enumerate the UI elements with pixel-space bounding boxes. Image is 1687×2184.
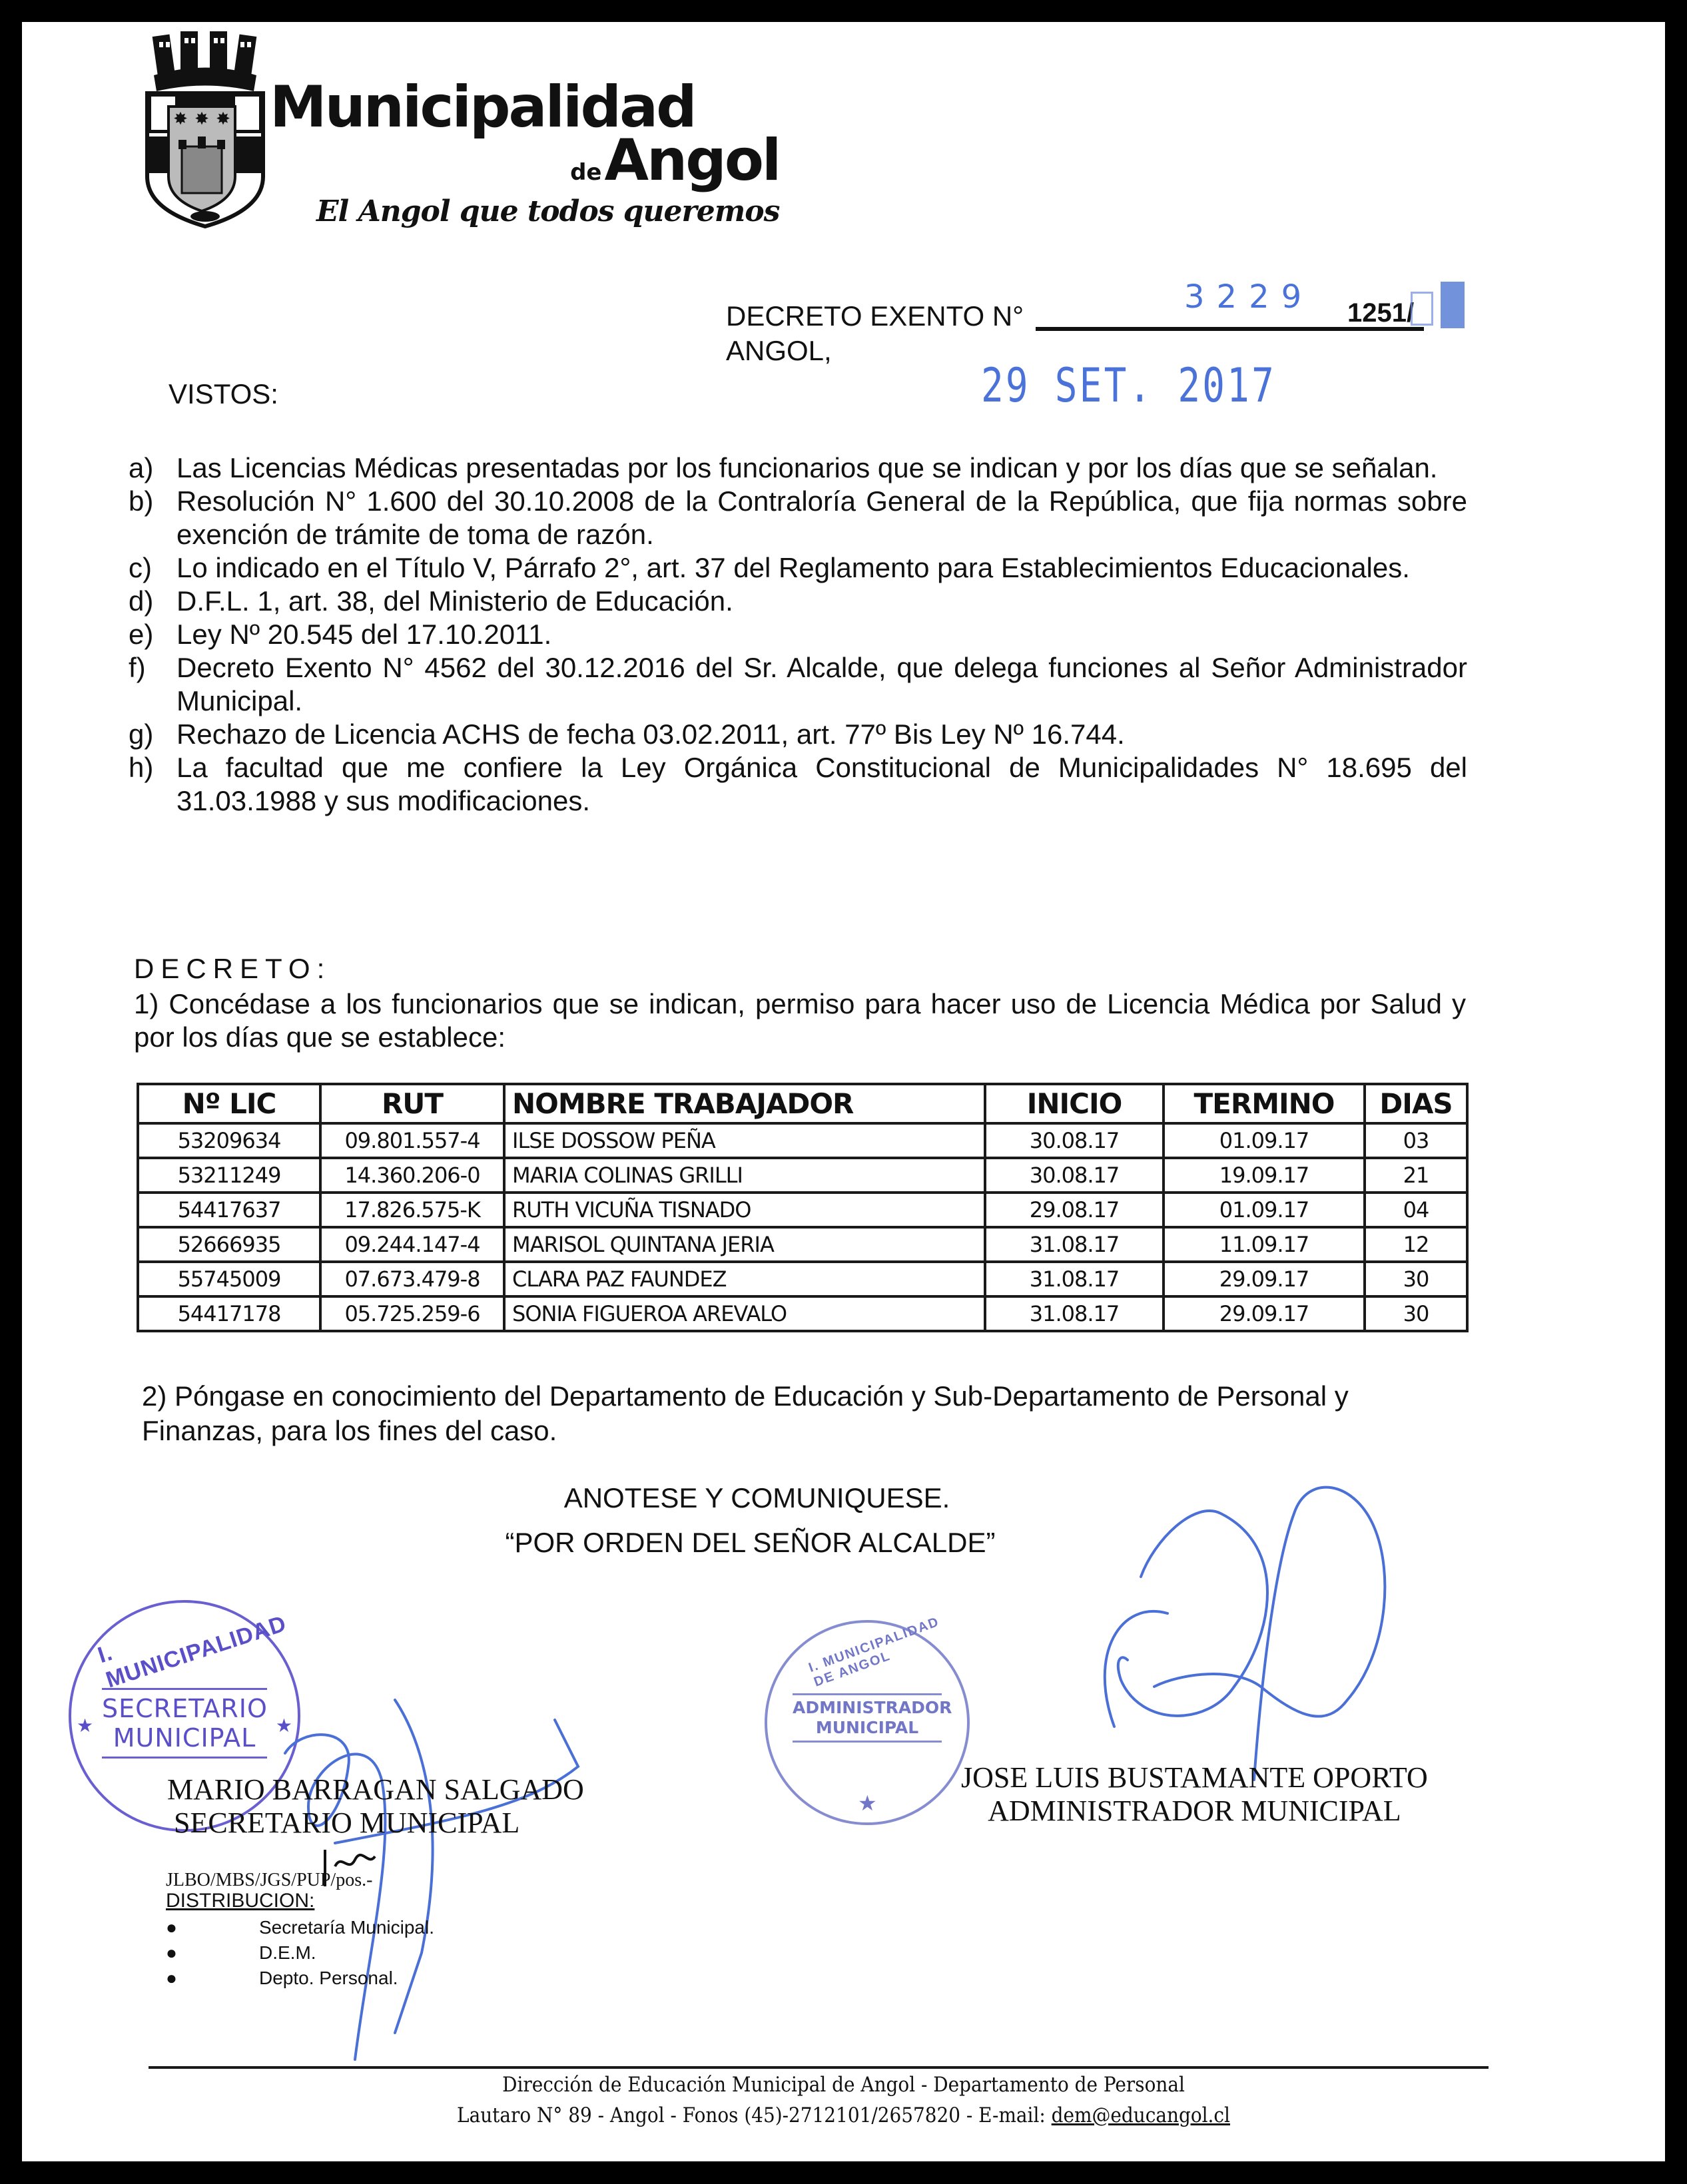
stamp-line1: ADMINISTRADOR xyxy=(793,1698,952,1717)
distribution-item xyxy=(166,1940,434,1966)
document-page xyxy=(22,22,1665,2161)
star-icon: ★ xyxy=(858,1791,877,1815)
vistos-item-label: h) xyxy=(129,752,154,783)
vistos-item-label: e) xyxy=(129,619,154,650)
footer-contact xyxy=(104,2103,1582,2127)
vistos-item-text: Rechazo de Licencia ACHS de fecha 03.02.2011, art. 77º Bis Ley Nº 16.744. xyxy=(176,718,1125,750)
svg-text:✸: ✸ xyxy=(194,109,209,129)
vistos-item-text: Decreto Exento N° 4562 del 30.12.2016 del Sr. Alcalde, que delega funciones al Señor Administrador Municipal. xyxy=(176,652,1467,716)
vistos-item-label: c) xyxy=(129,552,152,583)
vistos-item-label: f) xyxy=(129,652,146,683)
vistos-item-text: Las Licencias Médicas presentadas por los funcionarios que se indican y por los días que se señalan. xyxy=(176,452,1438,483)
cell-termino: 29.09.17 xyxy=(1164,1296,1365,1331)
cell-termino: 01.09.17 xyxy=(1164,1193,1365,1227)
signature-block-left xyxy=(167,1773,584,1840)
cell-inicio: 31.08.17 xyxy=(985,1227,1164,1262)
cell-dias: 12 xyxy=(1365,1227,1467,1262)
col-header-termino: TERMINO xyxy=(1164,1084,1365,1123)
vistos-item-text: Lo indicado en el Título V, Párrafo 2°, art. 37 del Reglamento para Establecimientos Educacionales. xyxy=(176,552,1410,583)
col-header-nlic: Nº LIC xyxy=(138,1084,320,1123)
decreto-number-suffix: 1251/ xyxy=(1347,298,1415,328)
cell-nlic: 54417637 xyxy=(138,1193,320,1227)
vistos-item-label: b) xyxy=(129,485,154,517)
signature-right xyxy=(1105,1488,1385,1780)
stamp-line1: SECRETARIO xyxy=(102,1694,268,1723)
cell-termino: 19.09.17 xyxy=(1164,1158,1365,1193)
cell-inicio: 29.08.17 xyxy=(985,1193,1164,1227)
vistos-item-text: La facultad que me confiere la Ley Orgánica Constitucional de Municipalidades N° 18.695 del 31.03.1988 y sus modificaciones. xyxy=(176,752,1467,816)
cell-nlic: 53211249 xyxy=(138,1158,320,1193)
footer-address: Lautaro N° 89 - Angol - Fonos (45)-2712101/2657820 - E-mail: xyxy=(457,2103,1046,2127)
cell-dias: 04 xyxy=(1365,1193,1467,1227)
cell-termino: 11.09.17 xyxy=(1164,1227,1365,1262)
col-header-rut: RUT xyxy=(320,1084,504,1123)
distribucion-title: DISTRIBUCION: xyxy=(166,1890,315,1912)
footer-department: Dirección de Educación Municipal de Angol - Departamento de Personal xyxy=(502,2073,1185,2097)
cell-dias: 30 xyxy=(1365,1296,1467,1331)
stamp-ring-text: I. MUNICIPALIDAD DE ANGOL xyxy=(807,1614,942,1690)
bullet-icon: ● xyxy=(166,1942,177,1963)
distribution-item xyxy=(166,1966,434,1991)
vistos-item-label: a) xyxy=(129,452,154,483)
cell-rut: 17.826.575-K xyxy=(320,1193,504,1227)
vistos-item-label: d) xyxy=(129,585,154,617)
distribution-item-text: Depto. Personal. xyxy=(259,1968,398,1988)
vistos-item-text: D.F.L. 1, art. 38, del Ministerio de Educación. xyxy=(176,585,733,617)
cell-nlic: 53209634 xyxy=(138,1123,320,1158)
decreto-point-2: 2) Póngase en conocimiento del Departamento de Educación y Sub-Departamento de Personal y Finanzas, para los fines del caso. xyxy=(142,1380,1349,1446)
cell-nombre: CLARA PAZ FAUNDEZ xyxy=(504,1262,985,1296)
distribution-list xyxy=(166,1915,434,1991)
signer-name-left: MARIO BARRAGAN SALGADO xyxy=(167,1773,584,1806)
col-header-dias: DIAS xyxy=(1365,1084,1467,1123)
decreto-point-1: 1) Concédase a los funcionarios que se indican, permiso para hacer uso de Licencia Médica por Salud y por los días que se establece: xyxy=(134,988,1466,1053)
svg-text:✸: ✸ xyxy=(173,109,188,129)
cell-inicio: 31.08.17 xyxy=(985,1296,1164,1331)
distribution-item xyxy=(166,1915,434,1940)
distribution-item-text: D.E.M. xyxy=(259,1942,316,1963)
cell-termino: 29.09.17 xyxy=(1164,1262,1365,1296)
cell-inicio: 30.08.17 xyxy=(985,1123,1164,1158)
decreto-exento-label: DECRETO EXENTO N° xyxy=(726,300,1024,332)
cell-rut: 09.244.147-4 xyxy=(320,1227,504,1262)
brand-de: de xyxy=(570,159,602,186)
cell-rut: 09.801.557-4 xyxy=(320,1123,504,1158)
brand-tagline: El Angol que todos queremos xyxy=(316,194,780,228)
footer-divider xyxy=(149,2066,1489,2069)
cell-nombre: MARIA COLINAS GRILLI xyxy=(504,1158,985,1193)
signer-name-right: JOSE LUIS BUSTAMANTE OPORTO xyxy=(961,1761,1428,1794)
stamp-ring-text: I. MUNICIPALIDAD xyxy=(95,1611,290,1693)
vistos-item-text: Resolución N° 1.600 del 30.10.2008 de la Contraloría General de la República, que fija normas sobre exención de trámite de toma de razón. xyxy=(176,485,1467,550)
cell-inicio: 30.08.17 xyxy=(985,1158,1164,1193)
cell-dias: 21 xyxy=(1365,1158,1467,1193)
handwritten-signatures xyxy=(22,22,1665,2161)
col-header-inicio: INICIO xyxy=(985,1084,1164,1123)
col-header-nombre: NOMBRE TRABAJADOR xyxy=(504,1084,985,1123)
vistos-item-text: Ley Nº 20.545 del 17.10.2011. xyxy=(176,619,552,650)
brand-name-line1: Municipalidad xyxy=(270,74,695,140)
cell-inicio: 31.08.17 xyxy=(985,1262,1164,1296)
cell-nombre: ILSE DOSSOW PEÑA xyxy=(504,1123,985,1158)
signer-role-right: ADMINISTRADOR MUNICIPAL xyxy=(988,1794,1401,1827)
stamp-line2: MUNICIPAL xyxy=(113,1723,256,1753)
signature-block-right xyxy=(961,1761,1428,1828)
reference-initials: JLBO/MBS/JGS/PUP/pos.- xyxy=(166,1870,373,1890)
signer-role-left: SECRETARIO MUNICIPAL xyxy=(174,1806,520,1839)
cell-nombre: MARISOL QUINTANA JERIA xyxy=(504,1227,985,1262)
decreto-section-title: DECRETO: xyxy=(134,953,332,984)
cell-rut: 07.673.479-8 xyxy=(320,1262,504,1296)
bullet-icon: ● xyxy=(166,1968,177,1988)
cell-nombre: RUTH VICUÑA TISNADO xyxy=(504,1193,985,1227)
cell-rut: 05.725.259-6 xyxy=(320,1296,504,1331)
city-label: ANGOL, xyxy=(726,335,832,366)
star-icon: ★ xyxy=(275,1715,292,1736)
por-orden-text: “POR ORDEN DEL SEÑOR ALCALDE” xyxy=(505,1527,996,1558)
cell-termino: 01.09.17 xyxy=(1164,1123,1365,1158)
cell-dias: 30 xyxy=(1365,1262,1467,1296)
cell-nlic: 54417178 xyxy=(138,1296,320,1331)
bullet-icon: ● xyxy=(166,1917,177,1938)
stamp-line2: MUNICIPAL xyxy=(815,1718,919,1737)
vistos-title: VISTOS: xyxy=(169,378,278,410)
cell-nombre: SONIA FIGUEROA AREVALO xyxy=(504,1296,985,1331)
distribution-item-text: Secretaría Municipal. xyxy=(259,1917,435,1938)
brand-angol: Angol xyxy=(604,127,780,194)
star-icon: ★ xyxy=(77,1715,94,1736)
anotese-text: ANOTESE Y COMUNIQUESE. xyxy=(563,1482,950,1513)
cell-nlic: 55745009 xyxy=(138,1262,320,1296)
decreto-stamp-number: 3229 xyxy=(1184,278,1314,316)
cell-dias: 03 xyxy=(1365,1123,1467,1158)
cell-rut: 14.360.206-0 xyxy=(320,1158,504,1193)
date-stamp: 29 SET. 2017 xyxy=(981,358,1276,413)
svg-text:✸: ✸ xyxy=(216,109,230,129)
vistos-item-label: g) xyxy=(129,718,154,750)
footer-email-link[interactable]: dem@educangol.cl xyxy=(1051,2103,1230,2127)
cell-nlic: 52666935 xyxy=(138,1227,320,1262)
